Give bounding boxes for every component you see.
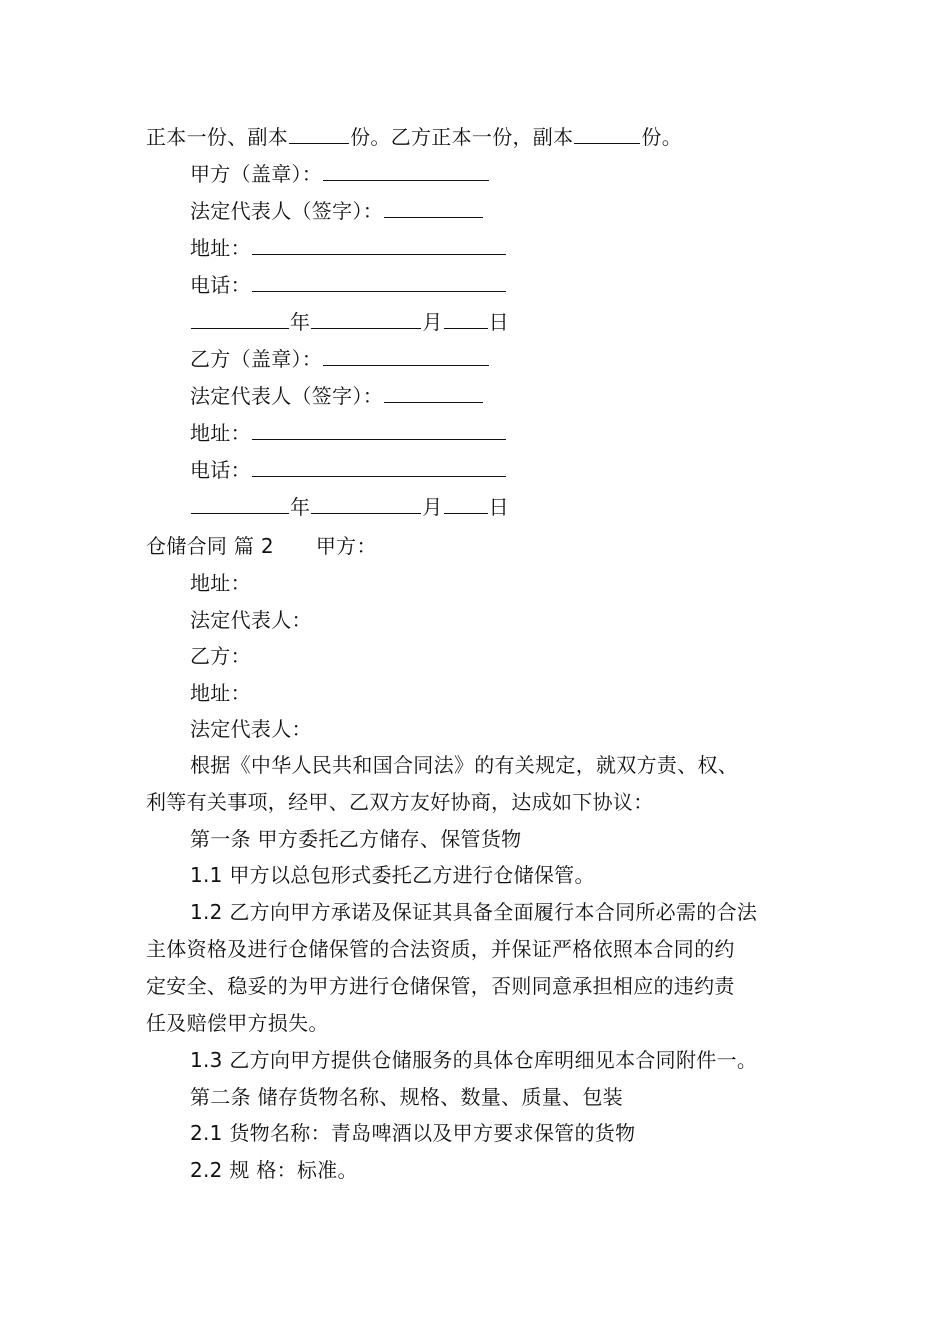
- clause-1-2-line-2: 主体资格及进行仓储保管的合法资质，并保证严格依照本合同的约: [146, 937, 735, 961]
- blank-party-a-phone: [252, 271, 506, 292]
- contract2-rep-b: 法定代表人：: [190, 717, 312, 741]
- copies-text-3: 份。: [641, 125, 683, 149]
- party-b-year-label: 年: [290, 495, 311, 519]
- party-a-day-label: 日: [488, 310, 509, 334]
- blank-party-b-year: [191, 493, 289, 514]
- blank-party-b-month: [311, 493, 421, 514]
- blank-party-b-seal: [323, 345, 489, 366]
- party-a-month-label: 月: [422, 310, 443, 334]
- preamble-line-1: 根据《中华人民共和国合同法》的有关规定，就双方责、权、: [190, 753, 739, 777]
- blank-party-a-rep: [384, 197, 483, 218]
- party-b-date-line: [190, 493, 870, 520]
- clause-1-3: 1.3 乙方向甲方提供仓储服务的具体仓库明细见本合同附件一。: [190, 1048, 758, 1072]
- party-b-day-label: 日: [488, 495, 509, 519]
- party-b-seal-label: 乙方（盖章）：: [190, 347, 323, 371]
- contract2-rep-a: 法定代表人：: [190, 608, 312, 632]
- blank-party-a-month: [311, 308, 421, 329]
- copies-text-1: 正本一份、副本: [146, 125, 289, 149]
- party-b-rep-label: 法定代表人（签字）：: [190, 384, 383, 408]
- party-a-seal-label: 甲方（盖章）：: [190, 162, 323, 186]
- blank-party-b-day: [444, 493, 488, 514]
- article-2-title: 第二条 储存货物名称、规格、数量、质量、包装: [190, 1085, 623, 1109]
- party-a-rep-label: 法定代表人（签字）：: [190, 199, 383, 223]
- party-a-date-line: [190, 308, 870, 335]
- party-a-phone-label: 电话：: [190, 273, 251, 297]
- blank-party-a-year: [191, 308, 289, 329]
- party-a-rep-line: [190, 197, 870, 224]
- preamble-line-2: 利等有关事项，经甲、乙双方友好协商，达成如下协议：: [146, 790, 654, 814]
- clause-2-2: 2.2 规 格：标准。: [190, 1158, 358, 1182]
- party-a-phone-line: [190, 271, 870, 298]
- clause-1-1: 1.1 甲方以总包形式委托乙方进行仓储保管。: [190, 863, 595, 887]
- clause-1-2-line-4: 任及赔偿甲方损失。: [146, 1011, 329, 1035]
- blank-party-a-day: [444, 308, 488, 329]
- copies-line: [146, 123, 826, 150]
- blank-party-b-rep: [384, 382, 483, 403]
- party-b-address-line: [190, 419, 870, 446]
- blank-party-a-address: [252, 234, 506, 255]
- contract2-address-a: 地址：: [190, 571, 251, 595]
- blank-party-a-seal: [323, 160, 489, 181]
- blank-copies-b: [574, 123, 640, 144]
- blank-copies-a: [289, 123, 349, 144]
- article-1-title: 第一条 甲方委托乙方储存、保管货物: [190, 827, 522, 851]
- clause-1-2-line-1: 1.2 乙方向甲方承诺及保证其具备全面履行本合同所必需的合法: [190, 900, 758, 924]
- party-b-phone-label: 电话：: [190, 458, 251, 482]
- contract2-party-a-label: 甲方：: [315, 534, 377, 558]
- party-b-rep-line: [190, 382, 870, 409]
- clause-1-2-line-3: 定安全、稳妥的为甲方进行仓储保管，否则同意承担相应的违约责: [146, 974, 735, 998]
- party-a-year-label: 年: [290, 310, 311, 334]
- blank-party-b-address: [252, 419, 506, 440]
- contract2-heading: 仓储合同 篇 2: [146, 534, 274, 558]
- contract2-address-b: 地址：: [190, 681, 251, 705]
- party-b-phone-line: [190, 456, 870, 483]
- party-a-address-label: 地址：: [190, 236, 251, 260]
- party-b-month-label: 月: [422, 495, 443, 519]
- party-b-address-label: 地址：: [190, 421, 251, 445]
- party-a-address-line: [190, 234, 870, 261]
- party-b-seal-line: [190, 345, 870, 372]
- copies-text-2: 份。乙方正本一份，副本: [350, 125, 574, 149]
- contract2-party-b: 乙方：: [190, 644, 251, 668]
- blank-party-b-phone: [252, 456, 506, 477]
- clause-2-1: 2.1 货物名称：青岛啤酒以及甲方要求保管的货物: [190, 1121, 636, 1145]
- contract2-heading-line: [146, 533, 826, 559]
- party-a-seal-line: [190, 160, 870, 187]
